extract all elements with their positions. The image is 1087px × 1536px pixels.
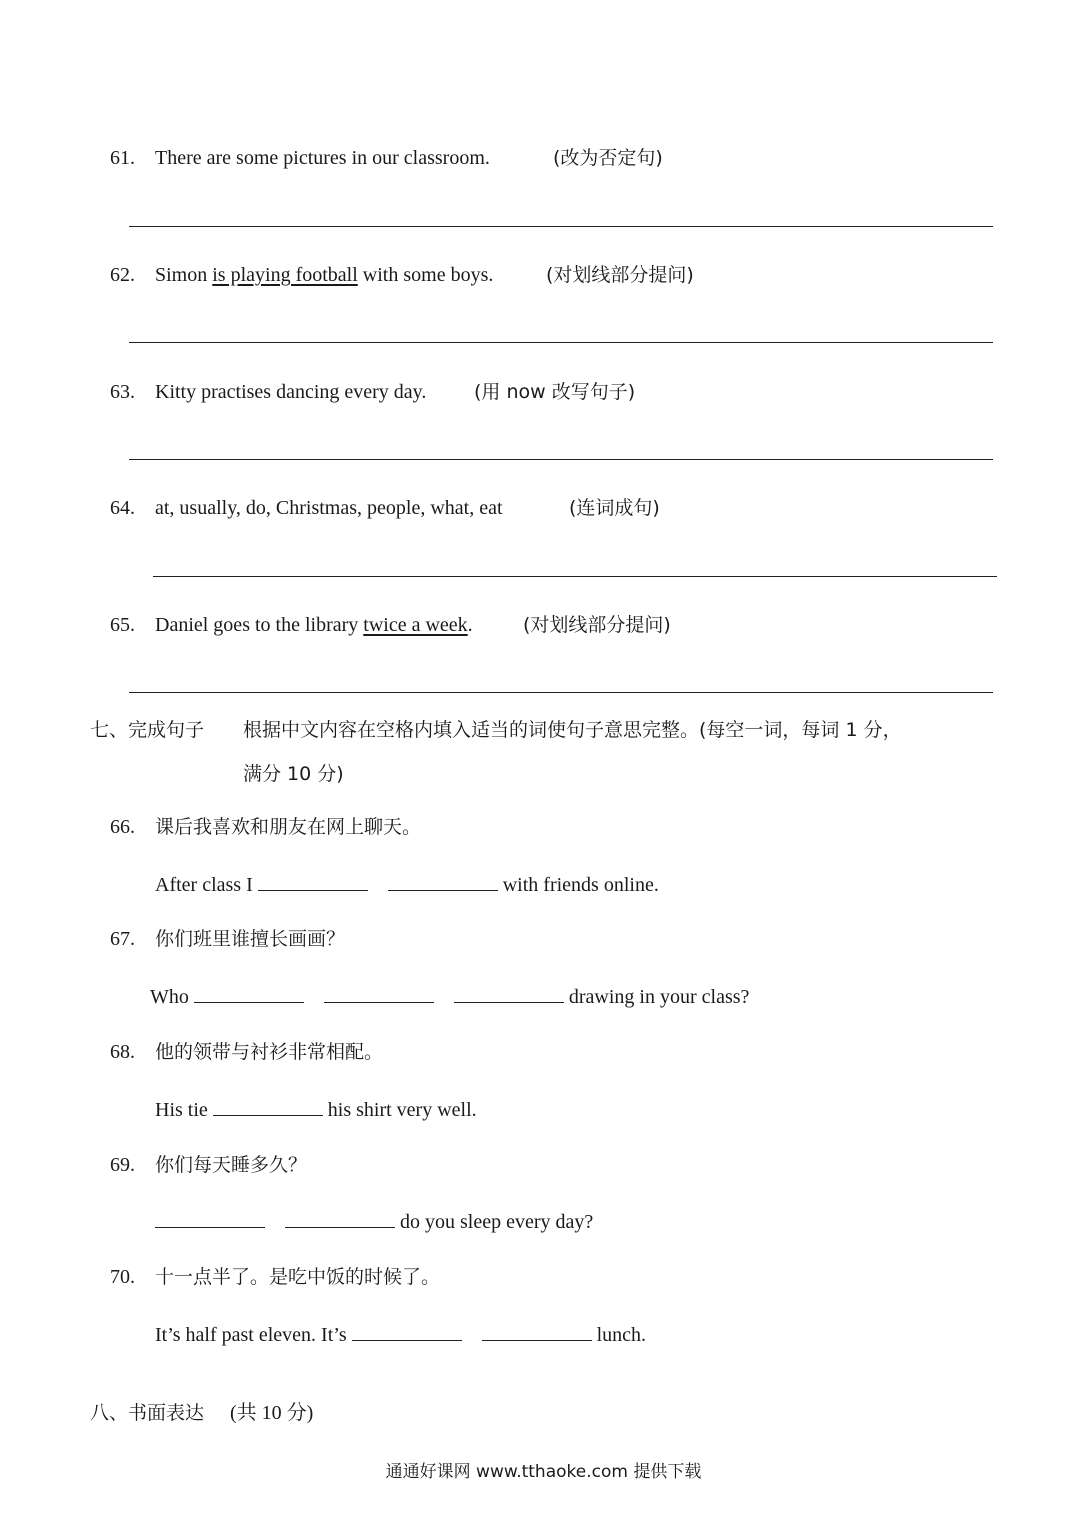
q64-answer-line[interactable] xyxy=(153,576,997,577)
q65-number: 65. xyxy=(110,614,135,636)
q65-hint: (对划线部分提问) xyxy=(523,614,671,636)
q70-post: lunch. xyxy=(596,1324,647,1346)
section7-heading: 七、完成句子 xyxy=(90,719,205,741)
q64-hint: (连词成句) xyxy=(569,497,660,519)
q62-post: with some boys. xyxy=(357,264,494,286)
q69-blank-2[interactable] xyxy=(285,1209,395,1228)
q61-number: 61. xyxy=(110,147,135,169)
q66-number: 66. xyxy=(110,816,135,838)
q63-answer-line[interactable] xyxy=(129,459,993,460)
q67-blank-1[interactable] xyxy=(194,984,304,1003)
q67-chinese: 你们班里谁擅长画画？ xyxy=(155,928,346,950)
q69-post: do you sleep every day? xyxy=(400,1211,594,1233)
q62-sentence xyxy=(155,263,493,287)
q66-chinese: 课后我喜欢和朋友在网上聊天。 xyxy=(155,816,422,838)
q62-answer-line[interactable] xyxy=(129,342,993,343)
q61-answer-line[interactable] xyxy=(129,226,993,227)
q69-number: 69. xyxy=(110,1154,135,1176)
q68-sentence xyxy=(155,1097,477,1122)
section7-instruction-line2: 满分 10 分) xyxy=(243,763,344,785)
q64-number: 64. xyxy=(110,497,135,519)
q66-post: with friends online. xyxy=(502,874,659,896)
q70-blank-1[interactable] xyxy=(352,1322,462,1341)
q70-blank-2[interactable] xyxy=(482,1322,592,1341)
q70-chinese: 十一点半了。是吃中饭的时候了。 xyxy=(155,1266,441,1288)
q61-hint: (改为否定句) xyxy=(553,147,663,169)
q67-number: 67. xyxy=(110,928,135,950)
q70-pre: It’s half past eleven. It’s xyxy=(155,1324,347,1346)
section8-points: (共 10 分) xyxy=(230,1402,314,1424)
q63-number: 63. xyxy=(110,381,135,403)
section8-heading: 八、书面表达 xyxy=(90,1402,205,1424)
q63-hint: (用 now 改写句子) xyxy=(474,381,636,403)
q63-sentence: Kitty practises dancing every day. xyxy=(155,381,427,403)
q69-blank-1[interactable] xyxy=(155,1209,265,1228)
q64-words: at, usually, do, Christmas, people, what, eat xyxy=(155,497,503,519)
page-footer: 通通好课网 www.tthaoke.com 提供下载 xyxy=(385,1462,702,1482)
q66-sentence xyxy=(155,872,659,897)
q67-post: drawing in your class? xyxy=(568,986,750,1008)
q68-pre: His tie xyxy=(155,1099,208,1121)
q65-answer-line[interactable] xyxy=(129,692,993,693)
q68-number: 68. xyxy=(110,1041,135,1063)
q70-sentence xyxy=(155,1322,646,1347)
q70-number: 70. xyxy=(110,1266,135,1288)
q66-pre: After class I xyxy=(155,874,253,896)
q62-underlined: is playing football xyxy=(212,264,358,286)
q66-blank-2[interactable] xyxy=(388,872,498,891)
q65-sentence xyxy=(155,613,473,637)
q69-sentence xyxy=(155,1209,593,1234)
q67-blank-2[interactable] xyxy=(324,984,434,1003)
q62-number: 62. xyxy=(110,264,135,286)
q61-sentence: There are some pictures in our classroom. xyxy=(155,147,490,169)
q68-chinese: 他的领带与衬衫非常相配。 xyxy=(155,1041,384,1063)
q68-post: his shirt very well. xyxy=(327,1099,477,1121)
section7-instruction-line1: 根据中文内容在空格内填入适当的词使句子意思完整。(每空一词，每词 1 分， xyxy=(243,719,902,741)
q62-hint: (对划线部分提问) xyxy=(546,264,694,286)
q65-pre: Daniel goes to the library xyxy=(155,614,364,636)
q65-post: . xyxy=(467,614,473,636)
q67-pre: Who xyxy=(150,986,189,1008)
q65-underlined: twice a week xyxy=(363,614,468,636)
q67-sentence xyxy=(150,984,749,1009)
q62-pre: Simon xyxy=(155,264,213,286)
q67-blank-3[interactable] xyxy=(454,984,564,1003)
q69-chinese: 你们每天睡多久？ xyxy=(155,1154,308,1176)
q68-blank-1[interactable] xyxy=(213,1097,323,1116)
q66-blank-1[interactable] xyxy=(258,872,368,891)
